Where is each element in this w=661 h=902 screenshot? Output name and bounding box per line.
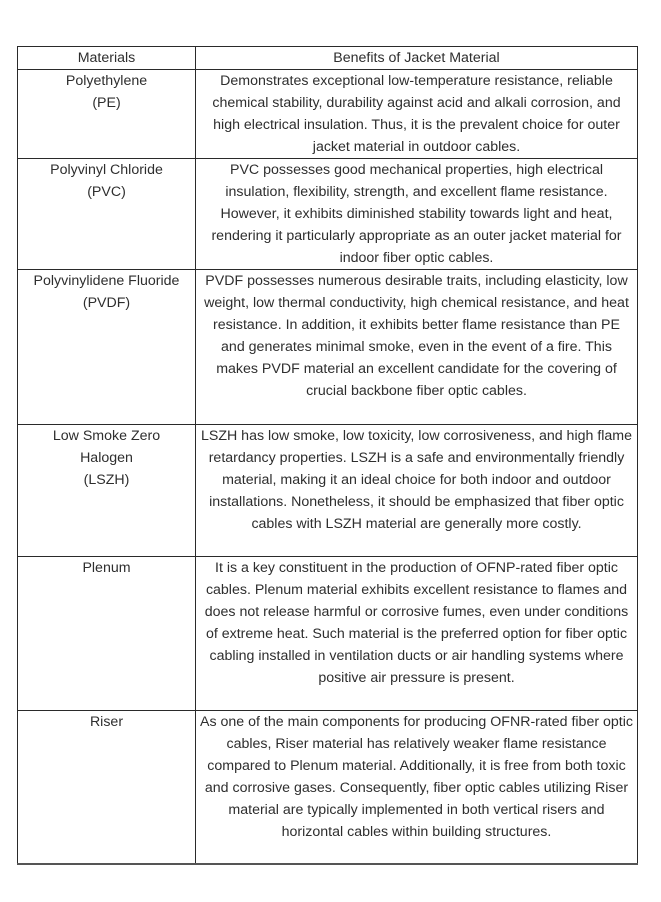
table-row-pvdf — [18, 270, 638, 425]
material-name-line-2: Halogen — [80, 450, 133, 466]
jacket-materials-table — [17, 46, 638, 865]
material-name: Plenum — [82, 560, 131, 576]
table-row-pe — [18, 70, 638, 159]
material-cell — [18, 270, 196, 425]
table-header-row — [18, 47, 638, 70]
table-row-pvc — [18, 159, 638, 270]
material-cell — [18, 557, 196, 711]
material-abbreviation: (PE) — [92, 95, 121, 111]
table-row-plenum — [18, 557, 638, 711]
material-cell — [18, 70, 196, 159]
material-cell — [18, 711, 196, 865]
material-abbreviation: (PVC) — [87, 184, 126, 200]
material-abbreviation: (PVDF) — [82, 295, 131, 311]
material-abbreviation: (LSZH) — [83, 472, 130, 488]
table-row-lszh — [18, 425, 638, 557]
header-materials: Materials — [18, 47, 196, 70]
table-row-riser — [18, 711, 638, 865]
material-name: Polyvinylidene Fluoride — [33, 273, 180, 289]
material-name: Polyethylene — [65, 73, 148, 89]
material-cell — [18, 425, 196, 557]
material-name: Riser — [89, 714, 124, 730]
benefit-cell: As one of the main components for producing OFNR-rated fiber optic cables, Riser material has relatively weaker flame resistance compared to Plenum material. Additionally, it is free from both toxic and corrosive gases. Consequently, fiber optic cables utilizing Riser material are typically implemented in both vertical risers and horizontal cables within building structures. — [196, 711, 638, 865]
benefit-cell: Demonstrates exceptional low-temperature resistance, reliable chemical stability, durability against acid and alkali corrosion, and high electrical insulation. Thus, it is the prevalent choice for outer jacket material in outdoor cables. — [196, 70, 638, 159]
benefit-cell: PVC possesses good mechanical properties, high electrical insulation, flexibility, strength, and excellent flame resistance. However, it exhibits diminished stability towards light and heat, rendering it particularly appropriate as an outer jacket material for indoor fiber optic cables. — [196, 159, 638, 270]
benefit-cell: LSZH has low smoke, low toxicity, low corrosiveness, and high flame retardancy properties. LSZH is a safe and environmentally friendly material, making it an ideal choice for both indoor and outdoor installations. Nonetheless, it should be emphasized that fiber optic cables with LSZH material are generally more costly. — [196, 425, 638, 557]
material-cell — [18, 159, 196, 270]
benefit-cell: It is a key constituent in the production of OFNP-rated fiber optic cables. Plenum material exhibits excellent resistance to flames and does not release harmful or corrosive fumes, even under conditions of extreme heat. Such material is the preferred option for fiber optic cabling installed in ventilation ducts or air handling systems where positive air pressure is present. — [196, 557, 638, 711]
material-name: Polyvinyl Chloride — [50, 162, 163, 178]
benefit-cell: PVDF possesses numerous desirable traits, including elasticity, low weight, low thermal conductivity, high chemical resistance, and heat resistance. In addition, it exhibits better flame resistance than PE and generates minimal smoke, even in the event of a fire. This makes PVDF material an excellent candidate for the covering of crucial backbone fiber optic cables. — [196, 270, 638, 425]
header-benefits: Benefits of Jacket Material — [196, 47, 638, 70]
material-name-line-1: Low Smoke Zero — [52, 428, 161, 444]
